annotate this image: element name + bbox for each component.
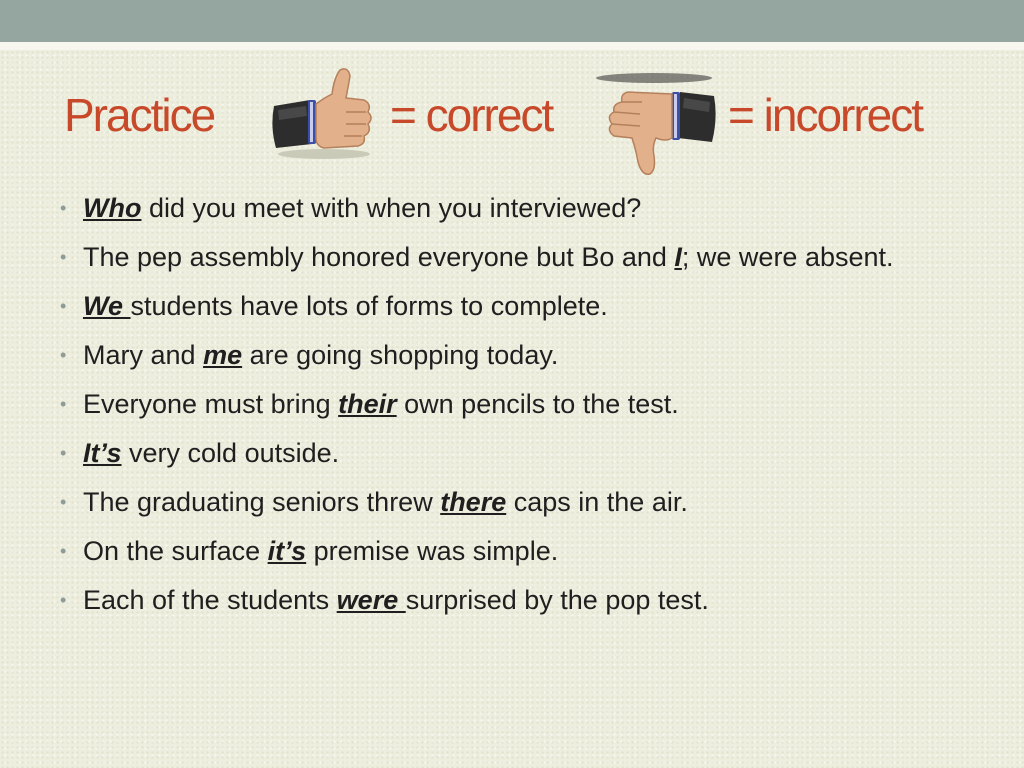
keyword: I bbox=[674, 242, 682, 272]
thumbs-down-icon bbox=[588, 72, 718, 182]
title-incorrect-label: = incorrect bbox=[728, 89, 923, 141]
list-item: • Who did you meet with when you interviewed? bbox=[60, 193, 642, 223]
list-item: • Mary and me are going shopping today. bbox=[60, 340, 559, 370]
keyword: We bbox=[83, 291, 131, 321]
sentence-list bbox=[60, 188, 960, 629]
keyword: Who bbox=[83, 193, 142, 223]
keyword: their bbox=[338, 389, 397, 419]
list-item: • The graduating seniors threw there caps in the air. bbox=[60, 487, 688, 517]
list-item: • The pep assembly honored everyone but Bo and I; we were absent. bbox=[60, 242, 894, 272]
list-item: • Everyone must bring their own pencils to the test. bbox=[60, 389, 679, 419]
title-practice: Practice bbox=[64, 89, 215, 141]
title-correct-label: = correct bbox=[390, 89, 553, 141]
keyword: there bbox=[440, 487, 507, 517]
keyword: were bbox=[336, 585, 406, 615]
list-item: • On the surface it’s premise was simple. bbox=[60, 536, 559, 566]
list-item: • Each of the students were surprised by the pop test. bbox=[60, 585, 709, 615]
list-item: • It’s very cold outside. bbox=[60, 438, 340, 468]
top-bar bbox=[0, 0, 1024, 42]
list-item: • We students have lots of forms to complete. bbox=[60, 291, 608, 321]
keyword: It’s bbox=[83, 438, 122, 468]
keyword: it’s bbox=[267, 536, 307, 566]
keyword: me bbox=[203, 340, 243, 370]
thumbs-up-icon bbox=[268, 64, 380, 164]
top-divider bbox=[0, 42, 1024, 50]
